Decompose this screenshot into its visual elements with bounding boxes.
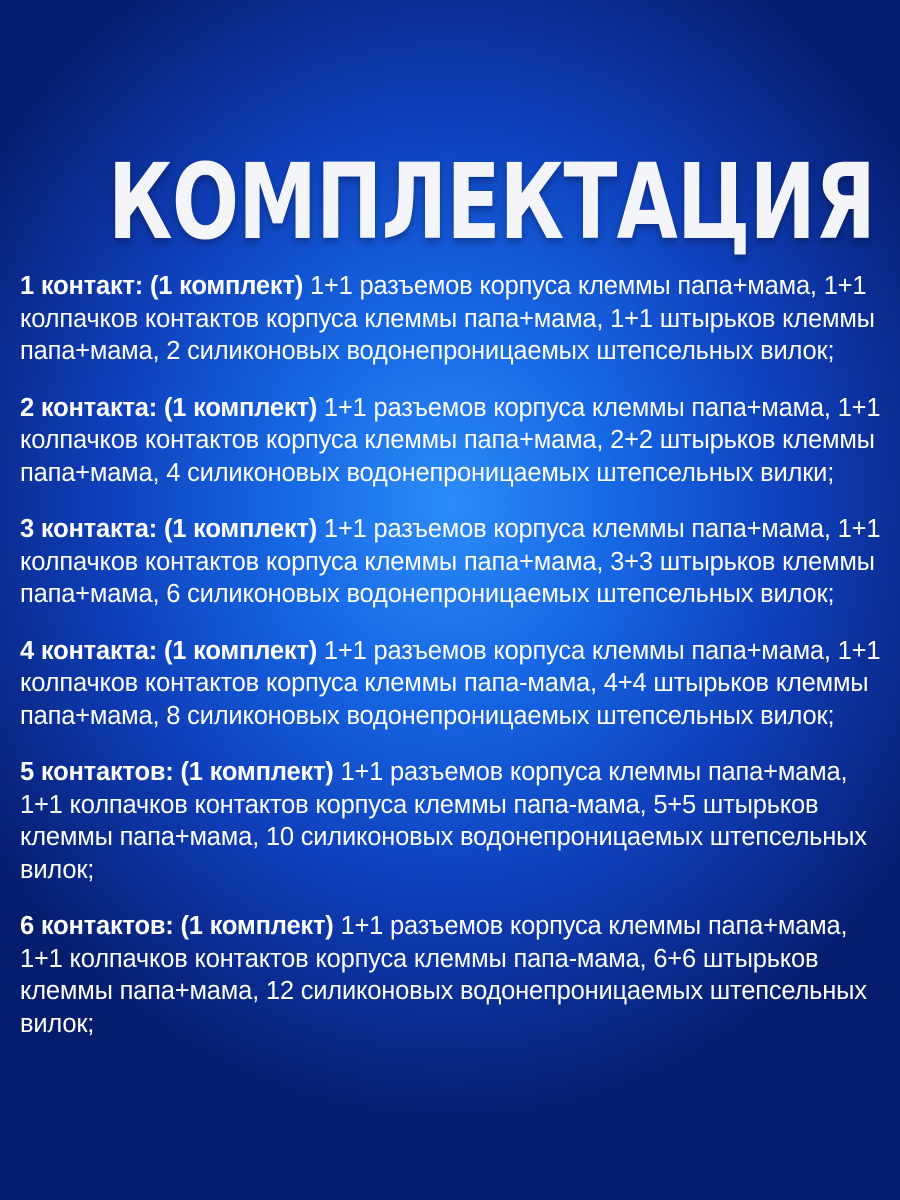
kit-item-4-contacts [20, 635, 892, 733]
kit-item-heading: 2 контакта: (1 комплект) [20, 393, 318, 422]
kit-item-heading: 1 контакт: (1 комплект) [20, 272, 304, 300]
kit-item-heading: 5 контактов: (1 комплект) [20, 758, 334, 786]
kit-item-3-contacts [20, 513, 892, 611]
kit-item-description: 1+1 разъемов корпуса клеммы папа+мама, 1+1 колпачков контактов корпуса клеммы папа+мама, 2+2 штырьков клеммы папа+мама, 4 силиконовых водонепроницаемых штепсельных вилки; [20, 393, 881, 487]
kit-item-description: 1+1 разъемов корпуса клеммы папа+мама, 1+1 колпачков контактов корпуса клеммы папа+мама, 3+3 штырьков клеммы папа+мама, 6 силиконовых водонепроницаемых штепсельных вилок; [20, 515, 881, 608]
page-title: КОМПЛЕКТАЦИЯ [108, 140, 876, 263]
kit-item-description: 1+1 разъемов корпуса клеммы папа+мама, 1+1 колпачков контактов корпуса клеммы папа-мама, 4+4 штырьков клеммы папа+мама, 8 силиконовых водонепроницаемых штепсельных вилок; [20, 636, 881, 730]
kit-contents-list [20, 270, 892, 1064]
kit-item-description: 1+1 разъемов корпуса клеммы папа+мама, 1+1 колпачков контактов корпуса клеммы папа-мама, 5+5 штырьков клеммы папа+мама, 10 силиконовых водонепроницаемых штепсельных вилок; [20, 758, 867, 884]
kit-item-6-contacts [20, 910, 892, 1040]
kit-item-description: 1+1 разъемов корпуса клеммы папа+мама, 1+1 колпачков контактов корпуса клеммы папа-мама, 6+6 штырьков клеммы папа+мама, 12 силиконовых водонепроницаемых штепсельных вилок; [20, 912, 867, 1038]
kit-item-2-contacts [20, 392, 892, 490]
kit-item-description: 1+1 разъемов корпуса клеммы папа+мама, 1+1 колпачков контактов корпуса клеммы папа+мама, 1+1 штырьков клеммы папа+мама, 2 силиконовых водонепроницаемых штепсельных вилок; [20, 272, 875, 365]
kit-item-heading: 6 контактов: (1 комплект) [20, 912, 334, 940]
kit-item-1-contact [20, 270, 892, 368]
kit-item-5-contacts [20, 756, 892, 886]
kit-item-heading: 4 контакта: (1 комплект) [20, 636, 318, 665]
kit-item-heading: 3 контакта: (1 комплект) [20, 515, 318, 543]
